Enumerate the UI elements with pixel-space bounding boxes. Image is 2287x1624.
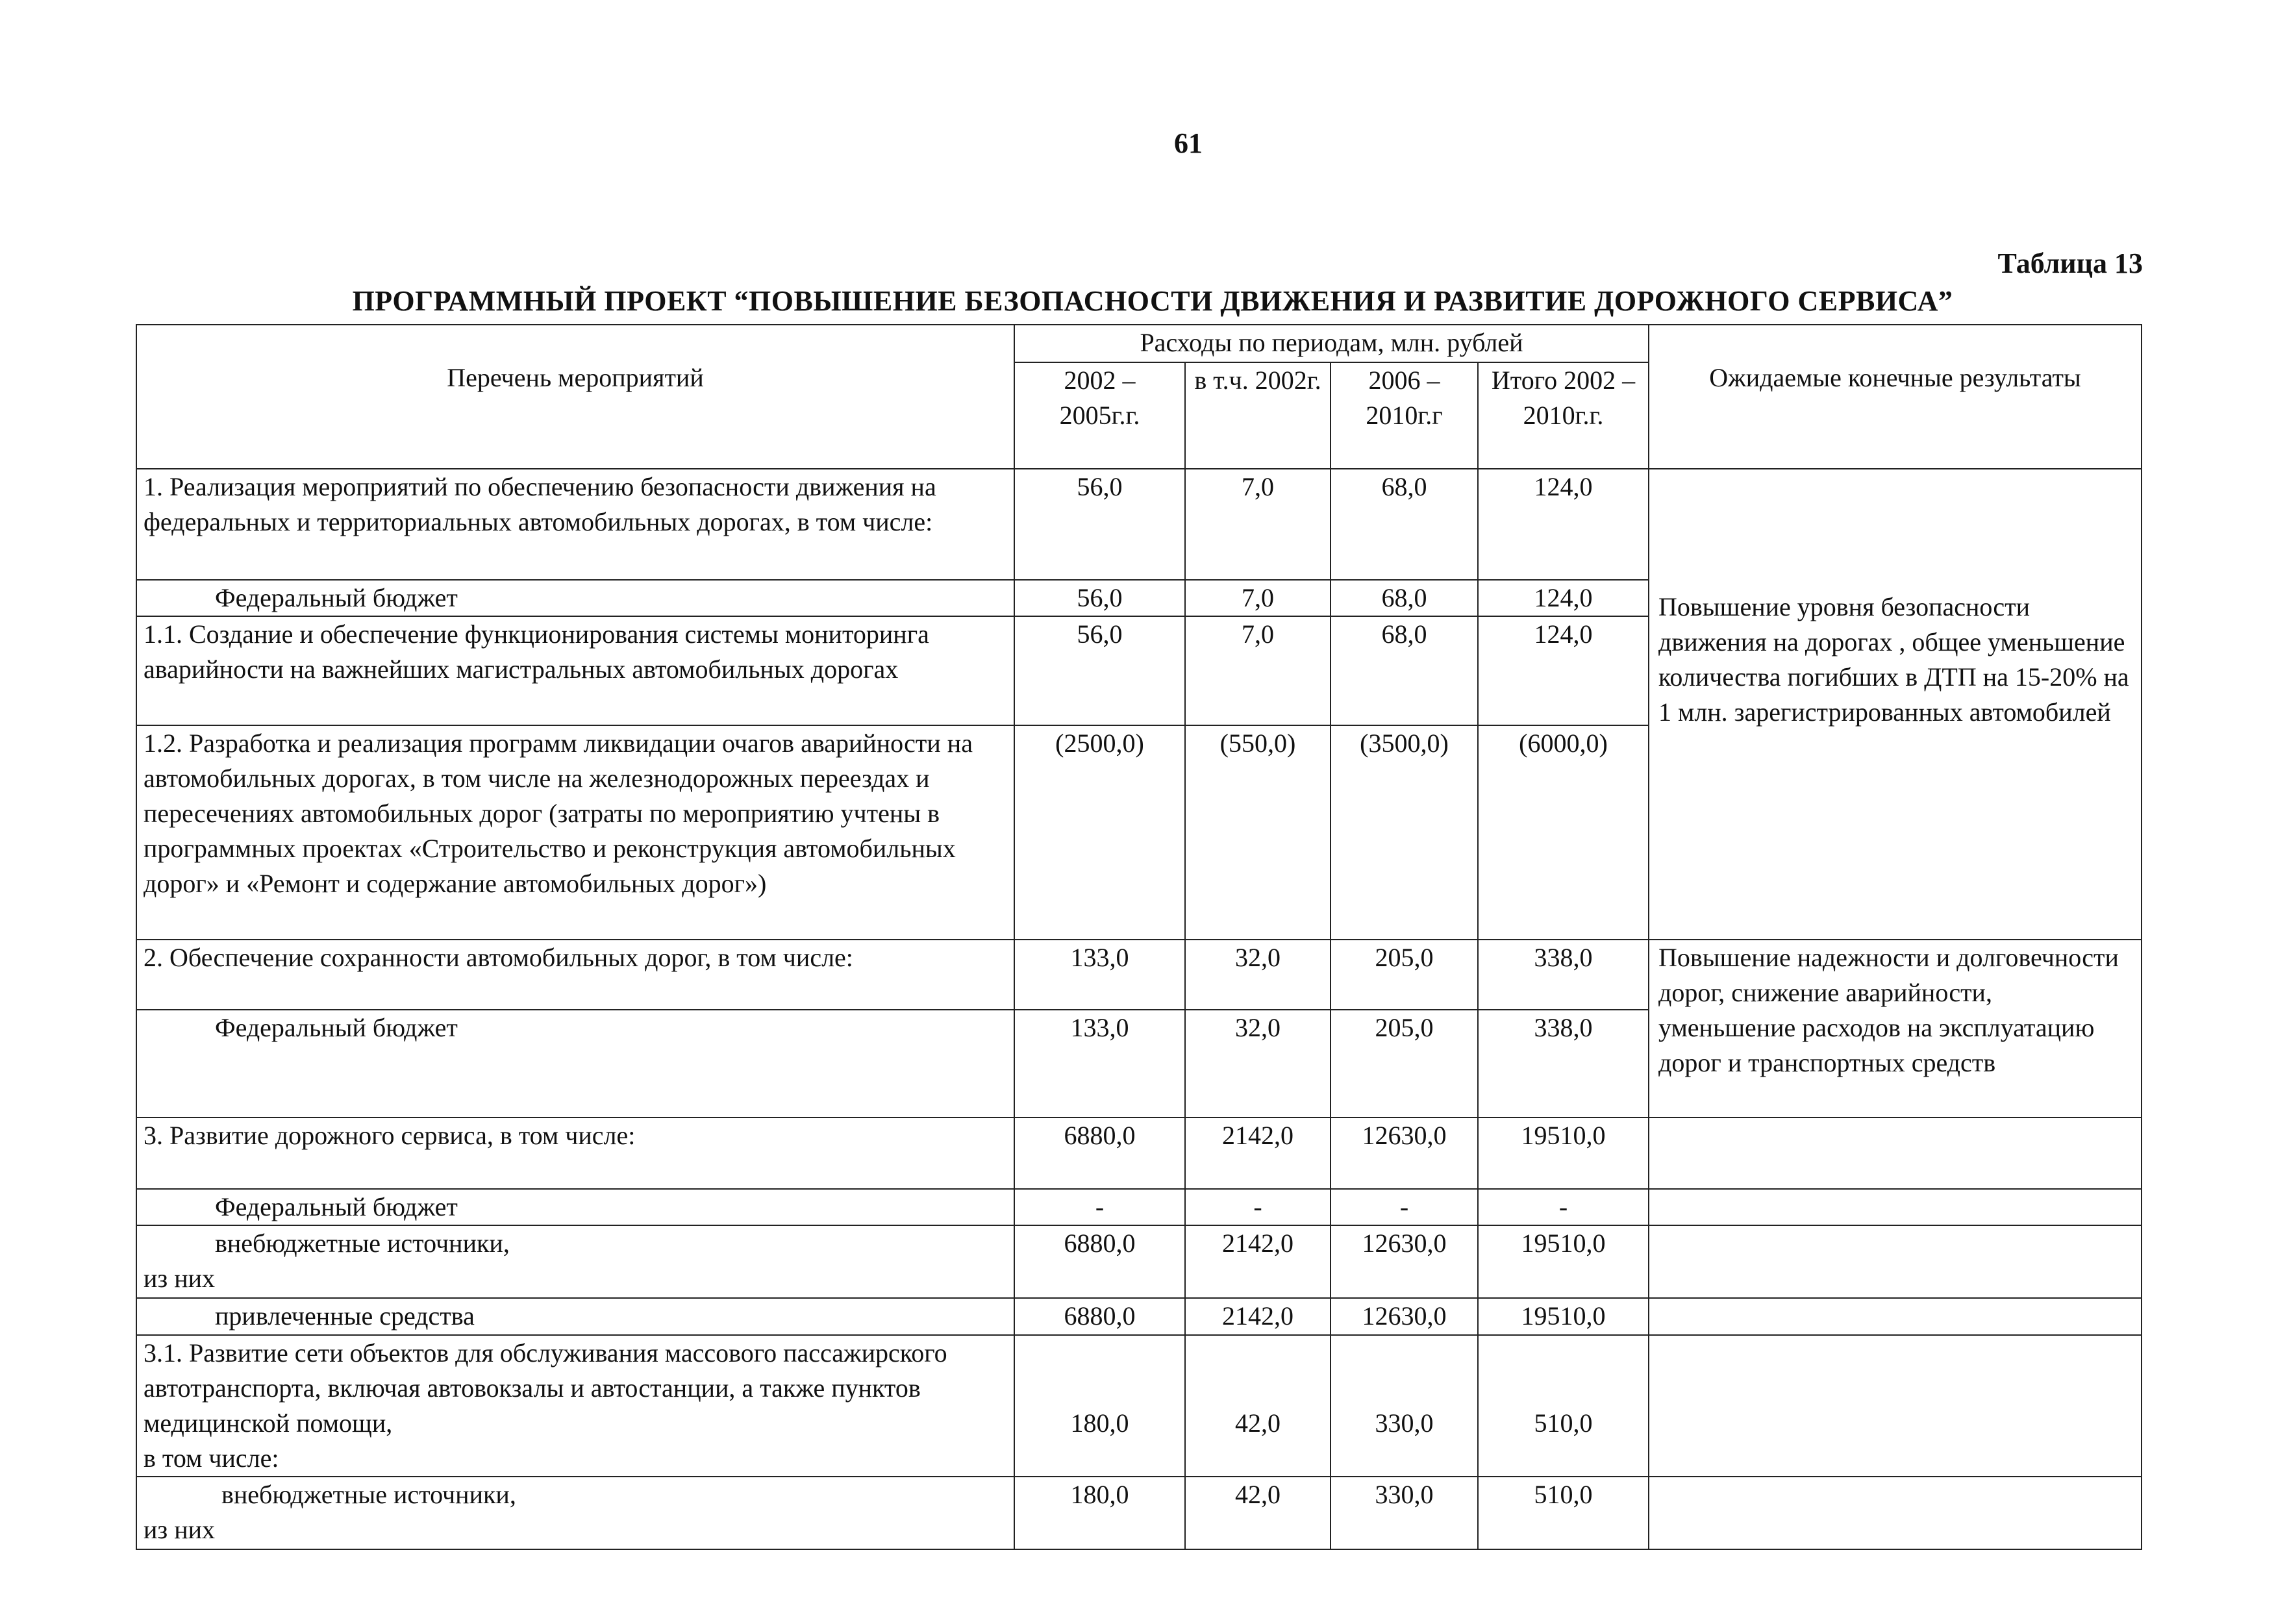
value-cell: 32,0 <box>1185 940 1331 1010</box>
result-empty <box>1649 1225 2142 1298</box>
value-cell: 68,0 <box>1331 580 1478 616</box>
value-cell: 19510,0 <box>1478 1298 1649 1335</box>
value-cell: 7,0 <box>1185 616 1331 725</box>
table-label: Таблица 13 <box>1997 247 2143 279</box>
row-label <box>136 1335 1014 1477</box>
program-table <box>136 324 2142 1550</box>
value-cell: 205,0 <box>1331 1010 1478 1118</box>
value-cell: 330,0 <box>1331 1335 1478 1477</box>
header-col-2002-2005: 2002 – 2005г.г. <box>1014 362 1185 469</box>
value-cell: (3500,0) <box>1331 725 1478 940</box>
value-cell: 124,0 <box>1478 469 1649 580</box>
table-title: ПРОГРАММНЫЙ ПРОЕКТ “ПОВЫШЕНИЕ БЕЗОПАСНОСТИ ДВИЖЕНИЯ И РАЗВИТИЕ ДОРОЖНОГО СЕРВИСА” <box>352 285 1953 317</box>
row-label-sub: в том числе: <box>144 1443 279 1473</box>
value-cell: 12630,0 <box>1331 1225 1478 1298</box>
table-row <box>136 1477 2142 1549</box>
row-label: Федеральный бюджет <box>136 1010 1014 1118</box>
value-cell: 7,0 <box>1185 580 1331 616</box>
result-empty <box>1649 1335 2142 1477</box>
value-cell: 42,0 <box>1185 1477 1331 1549</box>
row-label-sub: из них <box>144 1264 216 1293</box>
value-cell: - <box>1185 1189 1331 1225</box>
value-cell: 510,0 <box>1478 1335 1649 1477</box>
value-cell: 6880,0 <box>1014 1225 1185 1298</box>
value-cell: (6000,0) <box>1478 725 1649 940</box>
row-label: 2. Обеспечение сохранности автомобильных дорог, в том числе: <box>136 940 1014 1010</box>
value-cell: 42,0 <box>1185 1335 1331 1477</box>
header-col-2002: в т.ч. 2002г. <box>1185 362 1331 469</box>
result-empty <box>1649 1118 2142 1189</box>
value-cell: 338,0 <box>1478 940 1649 1010</box>
row-label: Федеральный бюджет <box>136 580 1014 616</box>
value-cell: 6880,0 <box>1014 1118 1185 1189</box>
value-cell: - <box>1331 1189 1478 1225</box>
result-group-1: Повышение уровня безопасности движения на дорогах , общее уменьшение количества погибших в ДТП на 15-20% на 1 млн. зарегистрированных автомобилей <box>1649 469 2142 940</box>
page-number: 61 <box>1174 127 1203 159</box>
value-cell: 330,0 <box>1331 1477 1478 1549</box>
value-cell: (2500,0) <box>1014 725 1185 940</box>
value-cell: 32,0 <box>1185 1010 1331 1118</box>
row-label: привлеченные средства <box>136 1298 1014 1335</box>
row-label: 1. Реализация мероприятий по обеспечению безопасности движения на федеральных и территориальных автомобильных дорогах, в том числе: <box>136 469 1014 580</box>
result-empty <box>1649 1477 2142 1549</box>
value-cell: 7,0 <box>1185 469 1331 580</box>
table-row <box>136 1118 2142 1189</box>
table-row <box>136 1225 2142 1298</box>
row-label <box>136 1477 1014 1549</box>
row-label-sub: из них <box>144 1515 216 1544</box>
header-results: Ожидаемые конечные результаты <box>1649 325 2142 469</box>
row-label: 1.2. Разработка и реализация программ ликвидации очагов аварийности на автомобильных дорогах, в том числе на железнодорожных переездах и пересечениях автомобильных дорог (затраты по мероприятию учтены в программных проектах «Строительство и реконструкция автомобильных дорог» и «Ремонт и содержание автомобильных дорог») <box>136 725 1014 940</box>
value-cell: 68,0 <box>1331 616 1478 725</box>
value-cell: 19510,0 <box>1478 1118 1649 1189</box>
value-cell: 12630,0 <box>1331 1118 1478 1189</box>
header-expenses: Расходы по периодам, млн. рублей <box>1014 325 1649 362</box>
value-cell: 2142,0 <box>1185 1118 1331 1189</box>
table-row <box>136 469 2142 580</box>
value-cell: - <box>1014 1189 1185 1225</box>
row-label <box>136 1225 1014 1298</box>
value-cell: - <box>1478 1189 1649 1225</box>
row-label-main: внебюджетные источники, <box>221 1480 516 1509</box>
header-activities: Перечень мероприятий <box>136 325 1014 469</box>
value-cell: 133,0 <box>1014 1010 1185 1118</box>
value-cell: 510,0 <box>1478 1477 1649 1549</box>
row-label: 1.1. Создание и обеспечение функционирования системы мониторинга аварийности на важнейших магистральных автомобильных дорогах <box>136 616 1014 725</box>
value-cell: 56,0 <box>1014 580 1185 616</box>
value-cell: 12630,0 <box>1331 1298 1478 1335</box>
header-col-total: Итого 2002 – 2010г.г. <box>1478 362 1649 469</box>
table-row <box>136 1189 2142 1225</box>
value-cell: 56,0 <box>1014 616 1185 725</box>
value-cell: 124,0 <box>1478 616 1649 725</box>
value-cell: 56,0 <box>1014 469 1185 580</box>
result-empty <box>1649 1298 2142 1335</box>
value-cell: 2142,0 <box>1185 1225 1331 1298</box>
result-group-2: Повышение надежности и долговечности дорог, снижение аварийности, уменьшение расходов на эксплуатацию дорог и транспортных средств <box>1649 940 2142 1118</box>
value-cell: 2142,0 <box>1185 1298 1331 1335</box>
row-label: 3. Развитие дорожного сервиса, в том числе: <box>136 1118 1014 1189</box>
result-empty <box>1649 1189 2142 1225</box>
header-col-2006-2010: 2006 – 2010г.г <box>1331 362 1478 469</box>
value-cell: (550,0) <box>1185 725 1331 940</box>
table-row <box>136 1335 2142 1477</box>
value-cell: 180,0 <box>1014 1477 1185 1549</box>
row-label: Федеральный бюджет <box>136 1189 1014 1225</box>
value-cell: 133,0 <box>1014 940 1185 1010</box>
value-cell: 205,0 <box>1331 940 1478 1010</box>
row-label-main: 3.1. Развитие сети объектов для обслуживания массового пассажирского автотранспорта, включая автовокзалы и автостанции, а также пунктов медицинской помощи, <box>144 1338 947 1438</box>
value-cell: 338,0 <box>1478 1010 1649 1118</box>
value-cell: 124,0 <box>1478 580 1649 616</box>
value-cell: 180,0 <box>1014 1335 1185 1477</box>
value-cell: 19510,0 <box>1478 1225 1649 1298</box>
table-row <box>136 940 2142 1010</box>
table-row <box>136 1298 2142 1335</box>
value-cell: 68,0 <box>1331 469 1478 580</box>
row-label-main: внебюджетные источники, <box>215 1229 510 1258</box>
value-cell: 6880,0 <box>1014 1298 1185 1335</box>
